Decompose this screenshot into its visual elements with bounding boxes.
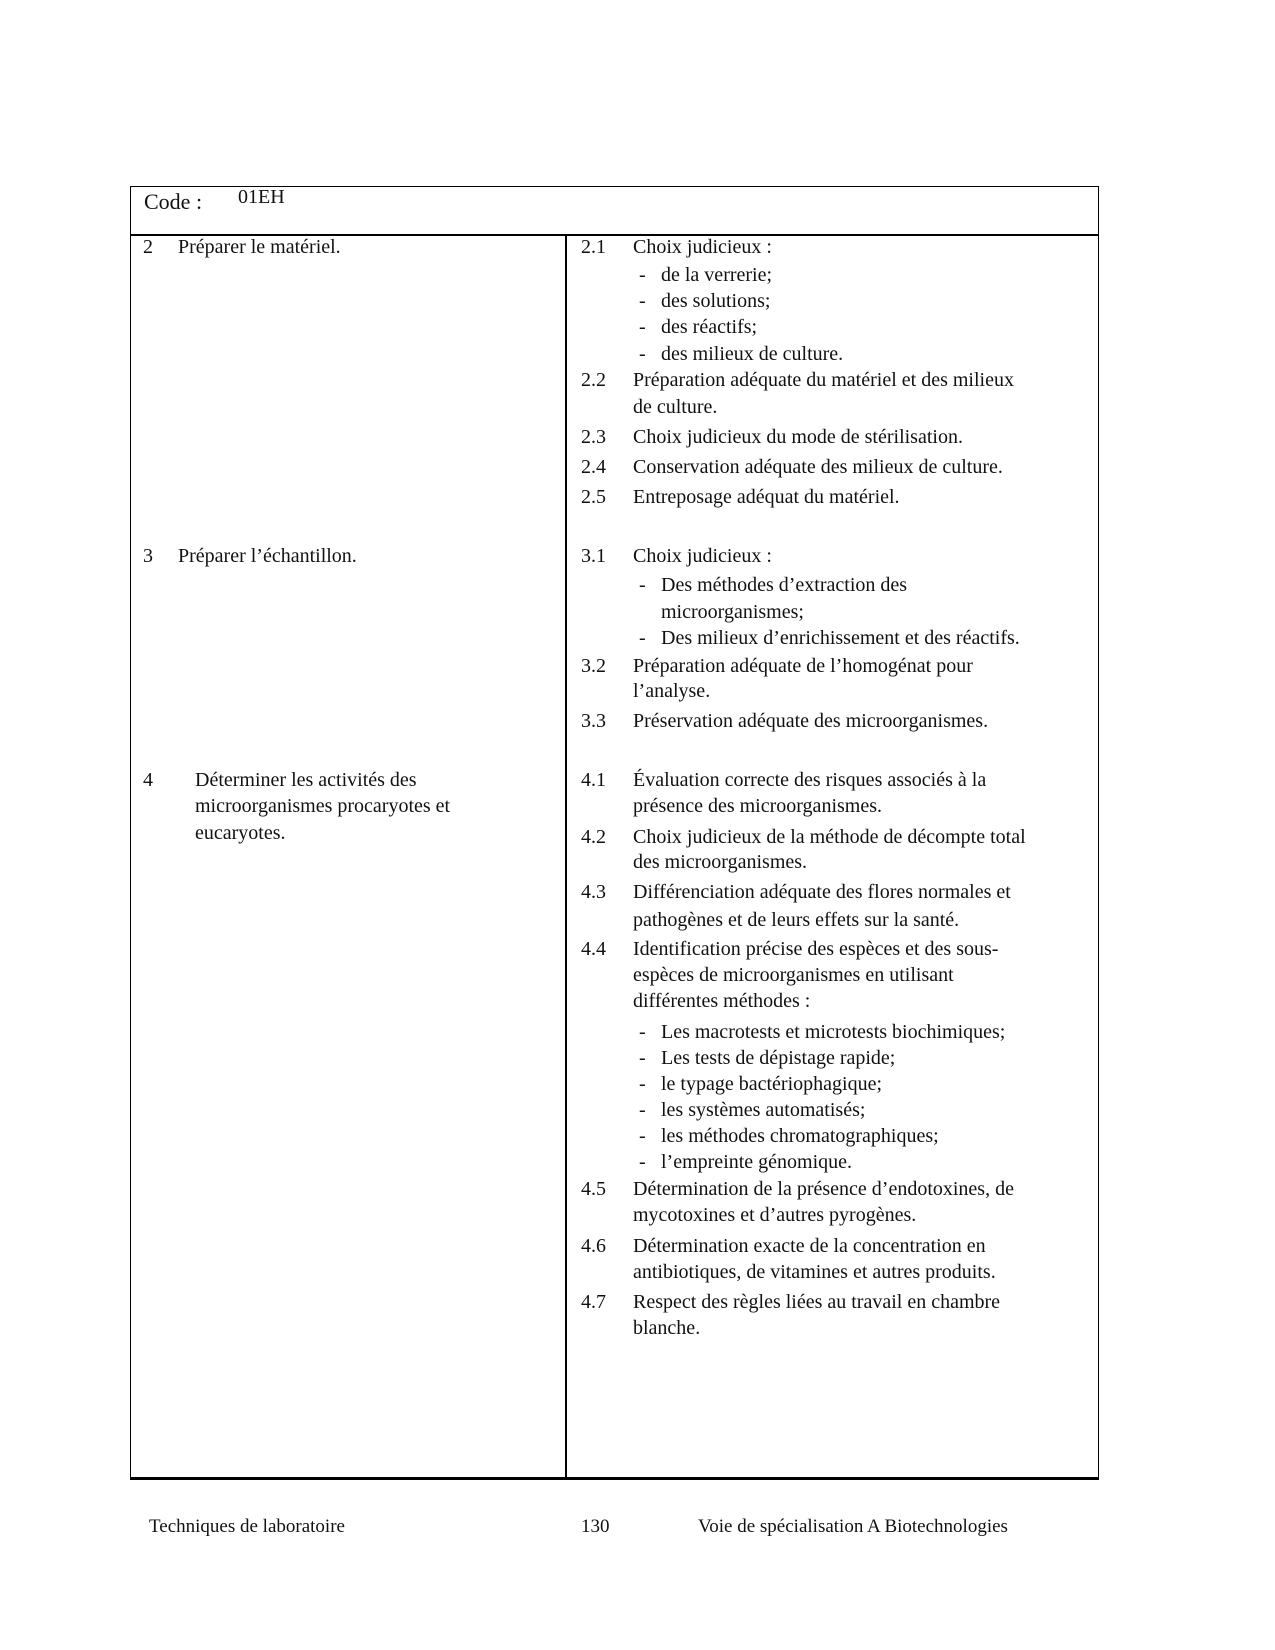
criterion-number: 3.1 (581, 545, 606, 567)
bullet-dash: - (639, 1021, 646, 1043)
criterion-text: Entreposage adéquat du matériel. (633, 486, 900, 508)
code-value: 01EH (238, 186, 285, 208)
criterion-text: présence des microorganismes. (633, 795, 882, 817)
bullet-dash: - (639, 627, 646, 649)
criterion-number: 4.7 (581, 1291, 606, 1313)
bullet-text: les méthodes chromatographiques; (661, 1125, 939, 1147)
criterion-text: pathogènes et de leurs effets sur la santé. (633, 909, 960, 931)
criterion-text: des microorganismes. (633, 851, 808, 873)
bullet-dash: - (639, 1125, 646, 1147)
element-number: 4 (143, 769, 153, 791)
bullet-text: l’empreinte génomique. (661, 1151, 853, 1173)
bullet-text: le typage bactériophagique; (661, 1073, 883, 1095)
criterion-text: Préparation adéquate de l’homogénat pour (633, 655, 973, 677)
bullet-text: Des méthodes d’extraction des (661, 574, 908, 596)
element-text: Préparer le matériel. (178, 236, 341, 258)
bullet-dash: - (639, 290, 646, 312)
bullet-text: les systèmes automatisés; (661, 1099, 866, 1121)
criterion-number: 2.2 (581, 369, 606, 391)
criterion-text: Identification précise des espèces et des sous- (633, 938, 999, 960)
criterion-text: Choix judicieux du mode de stérilisation. (633, 426, 963, 448)
element-number: 3 (143, 545, 153, 567)
criterion-number: 2.4 (581, 456, 606, 478)
bullet-text: Les tests de dépistage rapide; (661, 1047, 896, 1069)
criterion-text: Détermination exacte de la concentration en (633, 1235, 986, 1257)
element-number: 2 (143, 236, 153, 258)
criterion-text: Préparation adéquate du matériel et des milieux (633, 369, 1014, 391)
bullet-text: microorganismes; (661, 601, 804, 623)
footer-program: Techniques de laboratoire (149, 1516, 345, 1537)
bullet-dash: - (639, 1099, 646, 1121)
criterion-number: 4.4 (581, 938, 606, 960)
criterion-number: 4.5 (581, 1178, 606, 1200)
criterion-text: mycotoxines et d’autres pyrogènes. (633, 1204, 917, 1226)
column-divider (565, 235, 567, 1480)
code-label: Code : (144, 189, 203, 214)
criterion-number: 2.3 (581, 426, 606, 448)
criterion-number: 4.1 (581, 769, 606, 791)
criterion-text: Choix judicieux : (633, 236, 772, 258)
criterion-text: espèces de microorganismes en utilisant (633, 964, 954, 986)
bullet-dash: - (639, 1073, 646, 1095)
element-text: Préparer l’échantillon. (178, 545, 357, 567)
bullet-dash: - (639, 264, 646, 286)
bullet-dash: - (639, 316, 646, 338)
bullet-text: des réactifs; (661, 316, 758, 338)
bullet-dash: - (639, 1151, 646, 1173)
criterion-number: 2.5 (581, 486, 606, 508)
bullet-text: des solutions; (661, 290, 771, 312)
criterion-text: Préservation adéquate des microorganismes. (633, 710, 989, 732)
bullet-dash: - (639, 574, 646, 596)
criterion-number: 4.2 (581, 826, 606, 848)
criterion-number: 4.3 (581, 881, 606, 903)
criterion-number: 3.2 (581, 655, 606, 677)
footer-specialization: Voie de spécialisation A Biotechnologies (698, 1516, 1008, 1537)
element-text: Déterminer les activités des (195, 769, 417, 791)
criterion-text: Conservation adéquate des milieux de culture. (633, 456, 1003, 478)
criterion-number: 4.6 (581, 1235, 606, 1257)
element-text: microorganismes procaryotes et (195, 795, 451, 817)
criterion-text: Différenciation adéquate des flores normales et (633, 881, 1011, 903)
criterion-text: Détermination de la présence d’endotoxines, de (633, 1178, 1014, 1200)
criterion-number: 2.1 (581, 236, 606, 258)
element-text: eucaryotes. (195, 822, 286, 844)
criterion-text: Choix judicieux : (633, 545, 772, 567)
footer-page-number: 130 (581, 1516, 610, 1537)
bullet-dash: - (639, 343, 646, 365)
bullet-text: Des milieux d’enrichissement et des réactifs. (661, 627, 1020, 649)
criterion-text: Évaluation correcte des risques associés à la (633, 769, 987, 791)
bullet-text: Les macrotests et microtests biochimiques; (661, 1021, 1006, 1043)
criterion-text: l’analyse. (633, 680, 711, 702)
criterion-number: 3.3 (581, 710, 606, 732)
criterion-text: Respect des règles liées au travail en chambre (633, 1291, 1001, 1313)
criterion-text: blanche. (633, 1317, 701, 1339)
criterion-text: différentes méthodes : (633, 990, 811, 1012)
bullet-text: de la verrerie; (661, 264, 773, 286)
criterion-text: antibiotiques, de vitamines et autres produits. (633, 1261, 996, 1283)
criterion-text: Choix judicieux de la méthode de décompte total (633, 826, 1026, 848)
criterion-text: de culture. (633, 396, 718, 418)
bullet-dash: - (639, 1047, 646, 1069)
bullet-text: des milieux de culture. (661, 343, 844, 365)
